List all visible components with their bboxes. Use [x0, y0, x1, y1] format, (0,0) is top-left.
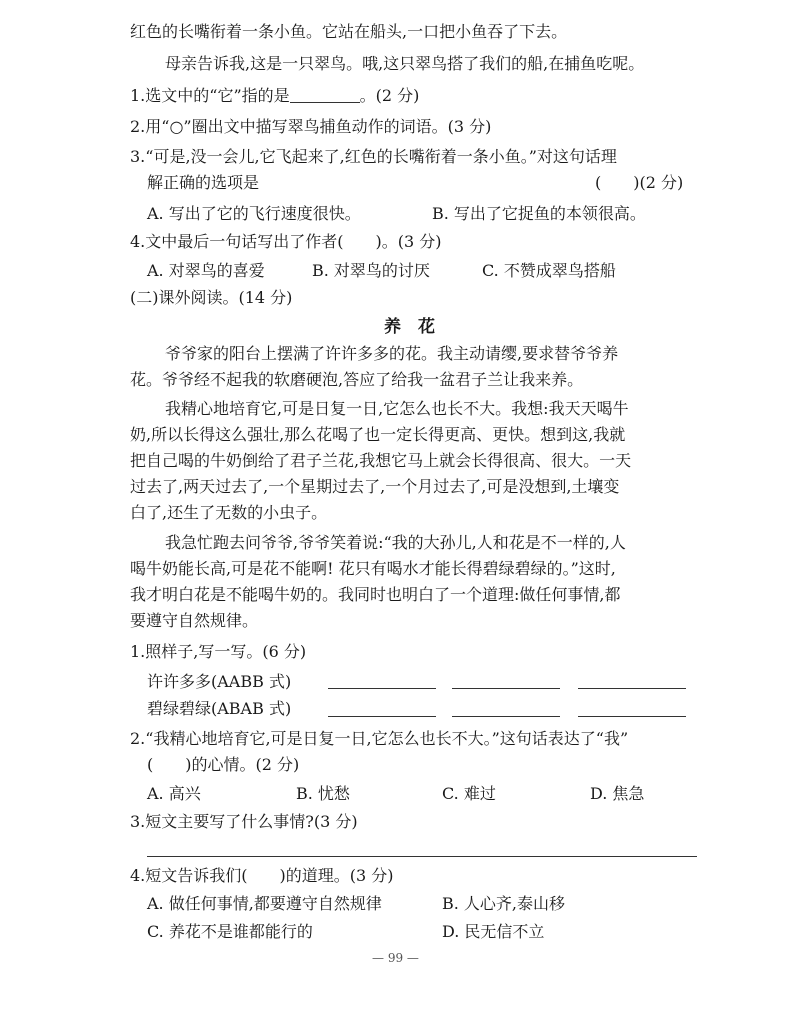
- question-4-option-c[interactable]: C. 不赞成翠鸟搭船: [482, 261, 616, 280]
- passage-2-p3-line3: 我才明白花是不能喝牛奶的。我同时也明白了一个道理:做任何事情,都: [130, 585, 621, 604]
- question-4-option-a[interactable]: A. 对翠鸟的喜爱: [147, 261, 265, 280]
- b-question-3: 3.短文主要写了什么事情?(3 分): [130, 812, 358, 831]
- question-1-num: 1.: [130, 86, 146, 105]
- passage-2-p3-line1: 我急忙跑去问爷爷,爷爷笑着说:“我的大孙儿,人和花是不一样的,人: [165, 533, 626, 552]
- answer-blank[interactable]: [452, 716, 560, 717]
- section-2-heading: (二)课外阅读。(14 分): [130, 288, 293, 307]
- answer-blank[interactable]: [328, 688, 436, 689]
- b-question-2-option-c[interactable]: C. 难过: [442, 784, 496, 803]
- question-4-option-b[interactable]: B. 对翠鸟的讨厌: [312, 261, 430, 280]
- answer-blank[interactable]: [328, 716, 436, 717]
- b-question-4-option-d[interactable]: D. 民无信不立: [442, 922, 545, 941]
- question-1-score: 。(2 分): [359, 86, 420, 105]
- question-1-prompt: 选文中的“它”指的是: [145, 86, 290, 105]
- b-question-4-option-a[interactable]: A. 做任何事情,都要遵守自然规律: [147, 894, 382, 913]
- b-question-4-option-c[interactable]: C. 养花不是谁都能行的: [147, 922, 313, 941]
- passage-2-p1-line1: 爷爷家的阳台上摆满了许许多多的花。我主动请缨,要求替爷爷养: [165, 344, 619, 363]
- passage1-line2: 母亲告诉我,这是一只翠鸟。哦,这只翠鸟搭了我们的船,在捕鱼吃呢。: [165, 54, 645, 73]
- passage-2-p2-line3: 把自己喝的牛奶倒给了君子兰花,我想它马上就会长得很高、很大。一天: [130, 451, 632, 470]
- question-2: 2.用“○”圈出文中描写翠鸟捕鱼动作的词语。(3 分): [130, 117, 492, 136]
- b-question-1: 1.照样子,写一写。(6 分): [130, 642, 307, 661]
- answer-blank[interactable]: [290, 86, 360, 103]
- answer-line[interactable]: [147, 856, 697, 857]
- b-question-2-line2: ( )的心情。(2 分): [147, 755, 300, 774]
- question-3-line2: 解正确的选项是: [147, 173, 260, 192]
- passage1-line1: 红色的长嘴衔着一条小鱼。它站在船头,一口把小鱼吞了下去。: [130, 22, 568, 41]
- passage-2-p3-line4: 要遵守自然规律。: [130, 611, 259, 630]
- answer-blank[interactable]: [452, 688, 560, 689]
- page-number: — 99 —: [372, 951, 419, 965]
- b-question-1-row1-label: 许许多多(AABB 式): [147, 672, 292, 691]
- b-question-2-line1: 2.“我精心地培育它,可是日复一日,它怎么也长不大。”这句话表达了“我”: [130, 729, 629, 748]
- b-question-4: 4.短文告诉我们( )的道理。(3 分): [130, 866, 394, 885]
- passage-2-p2-line4: 过去了,两天过去了,一个星期过去了,一个月过去了,可是没想到,土壤变: [130, 477, 620, 496]
- question-3-option-b[interactable]: B. 写出了它捉鱼的本领很高。: [432, 204, 646, 223]
- passage-2-p1-line2: 花。爷爷经不起我的软磨硬泡,答应了给我一盆君子兰让我来养。: [130, 370, 584, 389]
- b-question-2-option-a[interactable]: A. 高兴: [147, 784, 201, 803]
- question-3-line1: 3.“可是,没一会儿,它飞起来了,红色的长嘴衔着一条小鱼。”对这句话理: [130, 147, 617, 166]
- b-question-2-option-d[interactable]: D. 焦急: [590, 784, 645, 803]
- passage-2-p2-line1: 我精心地培育它,可是日复一日,它怎么也长不大。我想:我天天喝牛: [165, 399, 629, 418]
- passage-2-p3-line2: 喝牛奶能长高,可是花不能啊! 花只有喝水才能长得碧绿碧绿的。”这时,: [130, 559, 616, 578]
- answer-blank[interactable]: [578, 716, 686, 717]
- question-1: [130, 84, 419, 108]
- passage-2-title: 养 花: [384, 317, 435, 337]
- b-question-1-row2-label: 碧绿碧绿(ABAB 式): [147, 699, 292, 718]
- b-question-2-option-b[interactable]: B. 忧愁: [296, 784, 350, 803]
- question-3-option-a[interactable]: A. 写出了它的飞行速度很快。: [147, 204, 361, 223]
- question-3-answer-bracket[interactable]: ( )(2 分): [595, 173, 684, 192]
- passage-2-p2-line5: 白了,还生了无数的小虫子。: [130, 503, 328, 522]
- answer-blank[interactable]: [578, 688, 686, 689]
- passage-2-p2-line2: 奶,所以长得这么强壮,那么花喝了也一定长得更高、更快。想到这,我就: [130, 425, 626, 444]
- question-4: 4.文中最后一句话写出了作者( )。(3 分): [130, 232, 442, 251]
- b-question-4-option-b[interactable]: B. 人心齐,泰山移: [442, 894, 566, 913]
